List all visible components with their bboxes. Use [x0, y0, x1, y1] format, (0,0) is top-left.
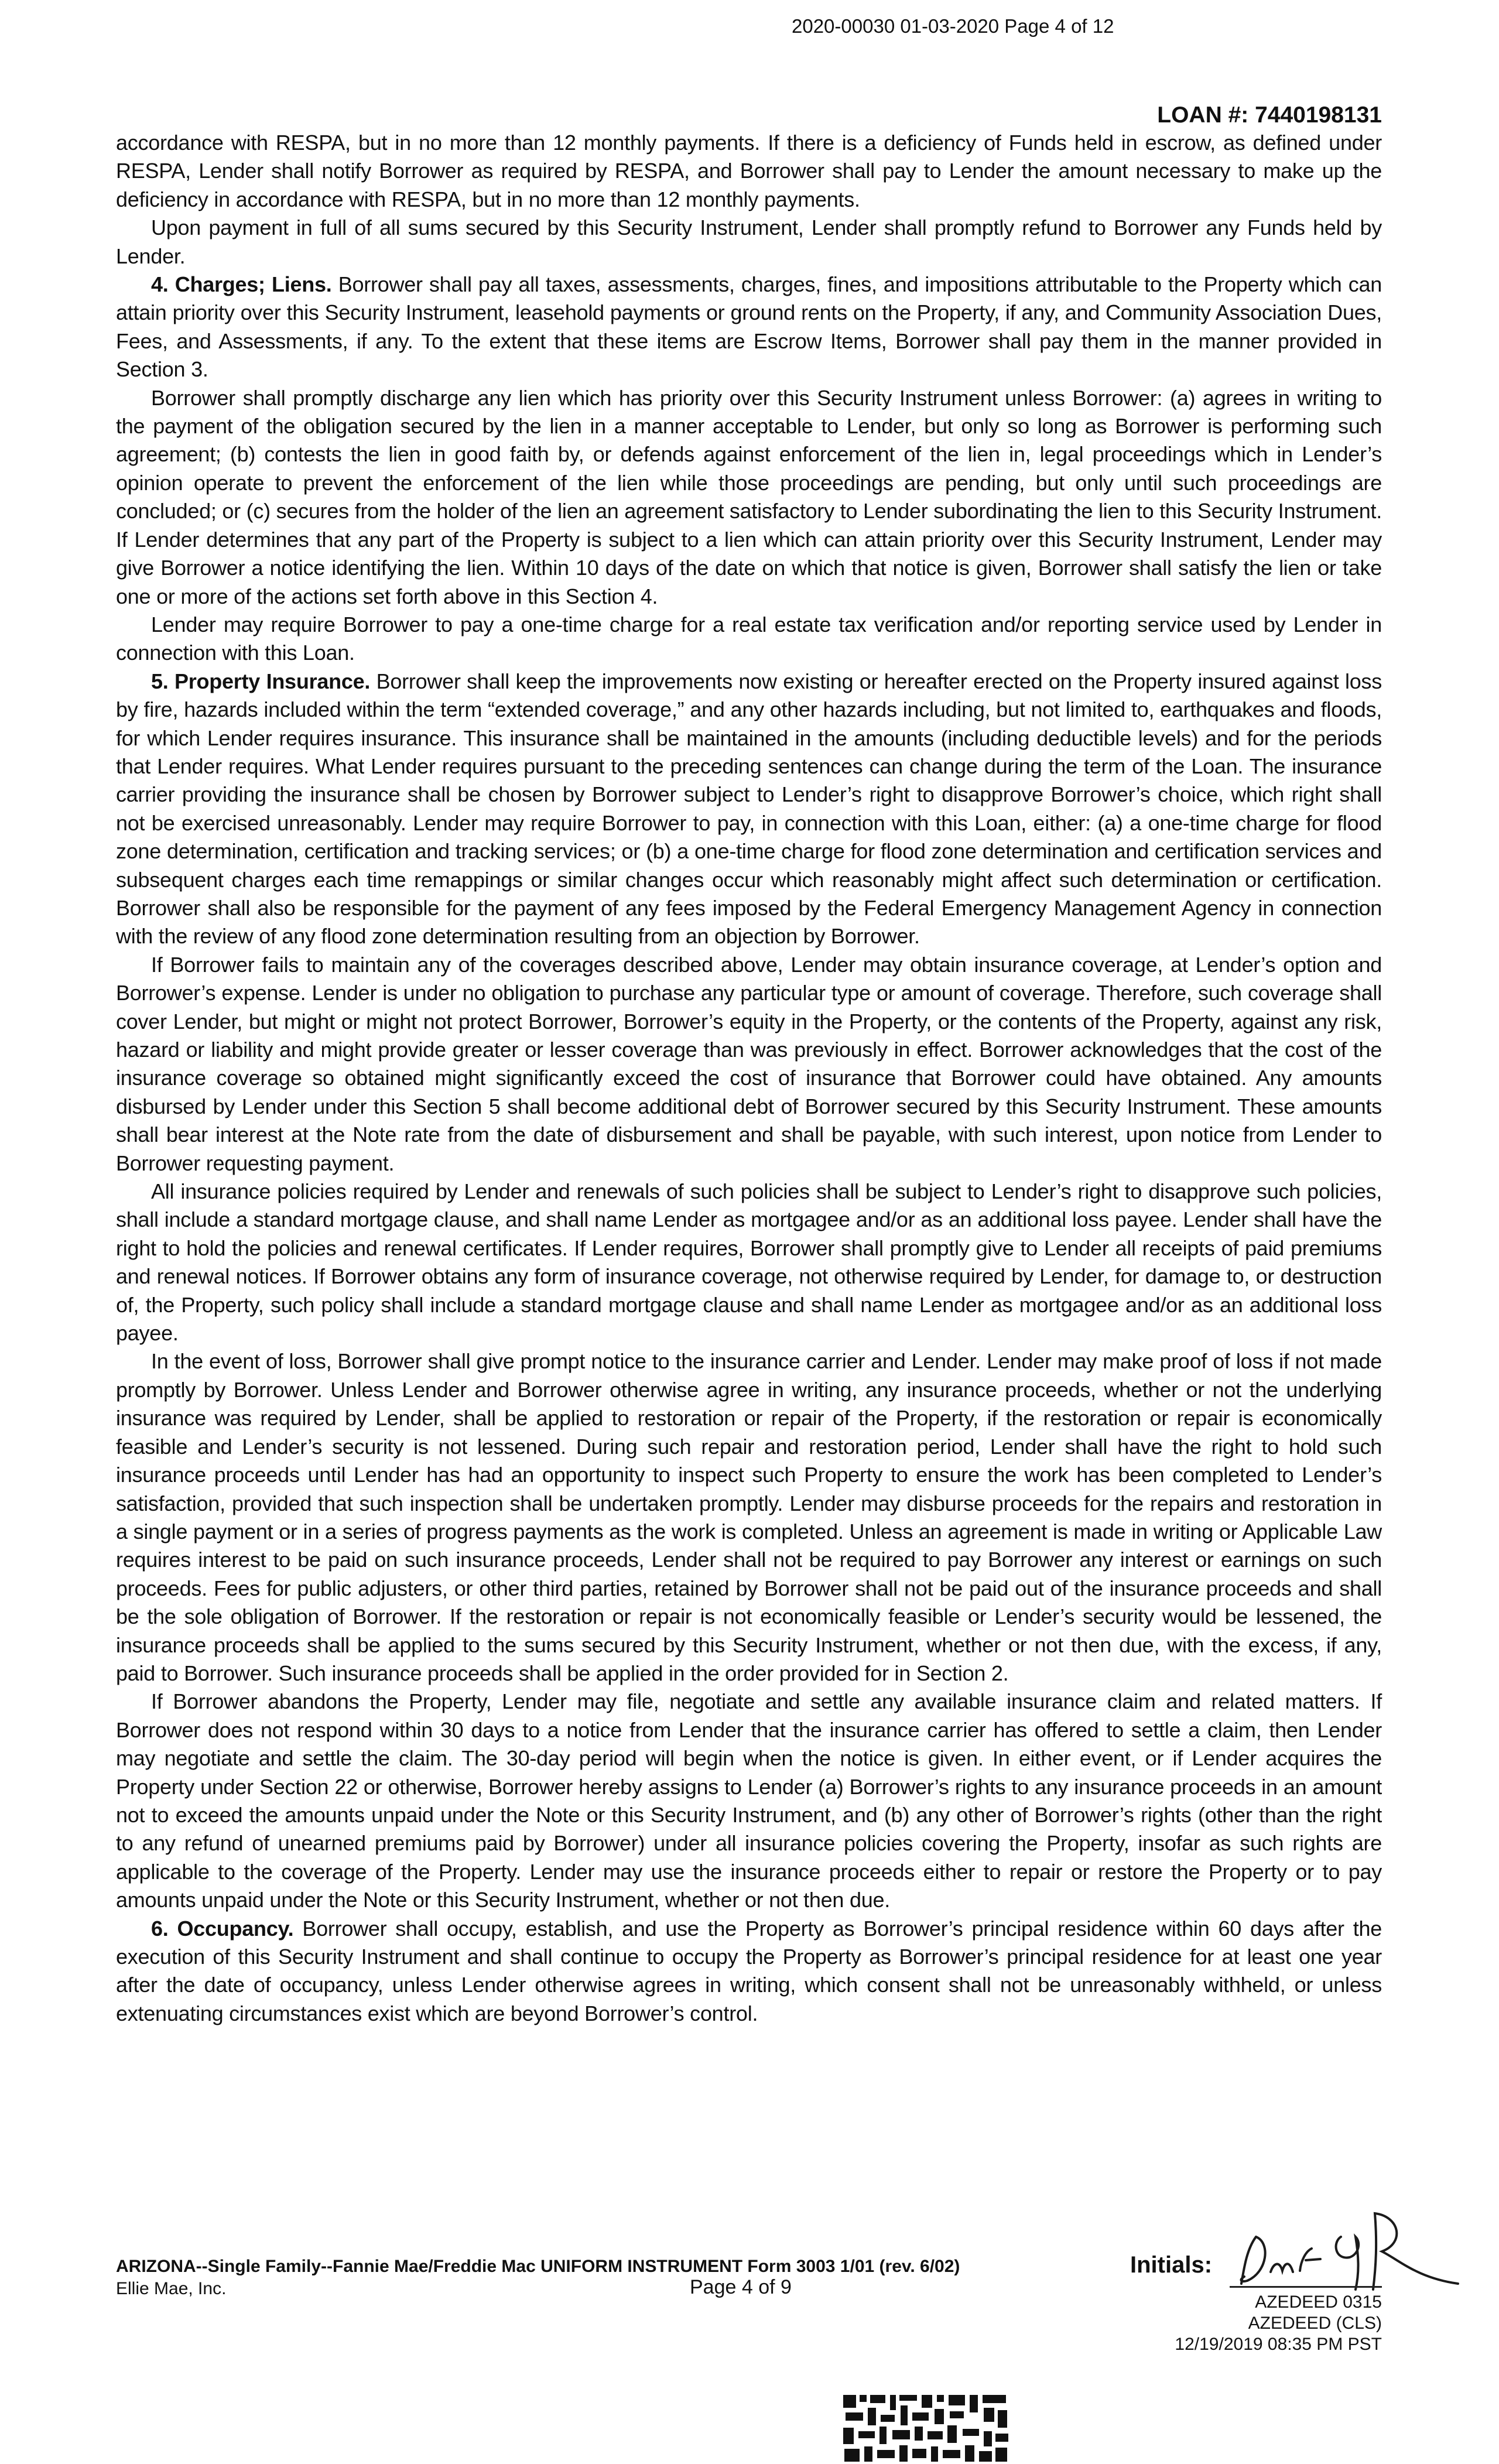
section-4-text: Borrower shall pay all taxes, assessments, charges, fines, and impositions attributable to the Property which can attain priority over this Security Instrument, leasehold payments or ground rents on the Property, if any, and Community Association Dues, Fees, and Assessments, if any. To the extent that these items are Escrow Items, Borrower shall pay them in the manner provided in Section 3.	[116, 272, 1382, 382]
initials-underline	[1230, 2286, 1382, 2288]
paragraph-abandonment: If Borrower abandons the Property, Lender may file, negotiate and settle any available insurance claim and related matters. If Borrower does not respond within 30 days to a notice from Lender that the insurance carrier has offered to settle a claim, then Lender may negotiate and settle the claim. The 30-day period will begin when the notice is given. In either event, or if Lender acquires the Property under Section 22 or otherwise, Borrower hereby assigns to Lender (a) Borrower’s rights to any insurance proceeds in an amount not to exceed the amounts unpaid under the Note or this Security Instrument, and (b) any other of Borrower’s rights (other than the right to any refund of unearned premiums paid by Borrower) under all insurance policies covering the Property, insofar as such rights are applicable to the coverage of the Property. Lender may use the insurance proceeds either to repair or restore the Property or to pay amounts unpaid under the Note or this Security Instrument, whether or not then due.	[116, 1689, 1382, 1912]
paragraph-escrow-deficiency: accordance with RESPA, but in no more than 12 monthly payments. If there is a deficiency of Funds held in escrow, as defined under RESPA, Lender shall notify Borrower as required by RESPA, and Borrower shall pay to Lender the amount necessary to make up the deficiency in accordance with RESPA, but in no more than 12 monthly payments.	[116, 131, 1382, 211]
paragraph-insurance-policies: All insurance policies required by Lender and renewals of such policies shall be subject to Lender’s right to disapprove such policies, shall include a standard mortgage clause, and shall name Lender as mortgagee and/or as an additional loss payee. Lender shall have the right to hold the policies and renewal certificates. If Lender requires, Borrower shall promptly give to Lender all receipts of paid premiums and renewal notices. If Borrower obtains any form of insurance coverage, not otherwise required by Lender, for damage to, or destruction of, the Property, such policy shall include a standard mortgage clause and shall name Lender as mortgagee and/or as an additional loss payee.	[116, 1179, 1382, 1346]
initials-label: Initials:	[1130, 2252, 1213, 2278]
section-6-heading: 6. Occupancy.	[151, 1916, 294, 1941]
print-timestamp: 12/19/2019 08:35 PM PST	[1175, 2335, 1382, 2354]
footer-codes	[1142, 2292, 1382, 2355]
paragraph-lien-discharge: Borrower shall promptly discharge any lien which has priority over this Security Instrument unless Borrower: (a) agrees in writing to the payment of the obligation secured by the lien in a manner acceptable to Lender, but only so long as Borrower is performing such agreement; (b) contests the lien in good faith by, or defends against enforcement of the lien in, legal proceedings which in Lender’s opinion operate to prevent the enforcement of the lien while those proceedings are pending, but only until such proceedings are concluded; or (c) secures from the holder of the lien an agreement satisfactory to Lender subordinating the lien to this Security Instrument. If Lender determines that any part of the Property is subject to a lien which can attain priority over this Security Instrument, Lender may give Borrower a notice identifying the lien. Within 10 days of the date on which that notice is given, Borrower shall satisfy the lien or take one or more of the actions set forth above in this Section 4.	[116, 385, 1382, 608]
paragraph-event-of-loss: In the event of loss, Borrower shall give prompt notice to the insurance carrier and Lender. Lender may make proof of loss if not made promptly by Borrower. Unless Lender and Borrower otherwise agree in writing, any insurance proceeds, whether or not the underlying insurance was required by Lender, shall be applied to restoration or repair of the Property, if the restoration or repair is economically feasible and Lender’s security is not lessened. During such repair and restoration period, Lender shall have the right to hold such insurance proceeds until Lender has had an opportunity to inspect such Property to ensure the work has been completed to Lender’s satisfaction, provided that such inspection shall be undertaken promptly. Lender may disburse proceeds for the repairs and restoration in a single payment or in a series of progress payments as the work is completed. Unless an agreement is made in writing or Applicable Law requires interest to be paid on such insurance proceeds, Lender shall not be required to pay Borrower any interest or earnings on such proceeds. Fees for public adjusters, or other third parties, retained by Borrower shall not be paid out of the insurance proceeds and shall be the sole obligation of Borrower. If the restoration or repair is not economically feasible or Lender’s security would be lessened, the insurance proceeds shall be applied to the sums secured by this Security Instrument, whether or not then due, with the excess, if any, paid to Borrower. Such insurance proceeds shall be applied in the order provided for in Section 2.	[116, 1349, 1382, 1685]
recording-stamp: 2020-00030 01-03-2020 Page 4 of 12	[792, 15, 1114, 37]
paragraph-section-6	[116, 1915, 1382, 2028]
section-6-text: Borrower shall occupy, establish, and use the Property as Borrower’s principal residence within 60 days after the execution of this Security Instrument and shall continue to occupy the Property as Borrower’s principal residence for at least one year after the date of occupancy, unless Lender otherwise agrees in writing, which consent shall not be unreasonably withheld, or unless extenuating circumstances exist which are beyond Borrower’s control.	[116, 1916, 1382, 2025]
paragraph-section-5	[116, 668, 1382, 951]
paragraph-coverage-failure: If Borrower fails to maintain any of the coverages described above, Lender may obtain insurance coverage, at Lender’s option and Borrower’s expense. Lender is under no obligation to purchase any particular type or amount of coverage. Therefore, such coverage shall cover Lender, but might or might not protect Borrower, Borrower’s equity in the Property, or the contents of the Property, against any risk, hazard or liability and might provide greater or lesser coverage than was previously in effect. Borrower acknowledges that the cost of the insurance coverage so obtained might significantly exceed the cost of insurance that Borrower could have obtained. Any amounts disbursed by Lender under this Section 5 shall become additional debt of Borrower secured by this Security Instrument. These amounts shall bear interest at the Note rate from the date of disbursement and shall be payable, with such interest, upon notice from Lender to Borrower requesting payment.	[116, 952, 1382, 1175]
document-body	[116, 129, 1382, 2028]
footer-form-info	[116, 2256, 960, 2300]
paragraph-tax-verification: Lender may require Borrower to pay a one-time charge for a real estate tax verification and/or reporting service used by Lender in connection with this Loan.	[116, 612, 1382, 665]
section-5-heading: 5. Property Insurance.	[151, 669, 371, 693]
form-title: ARIZONA--Single Family--Fannie Mae/Freddie Mac UNIFORM INSTRUMENT Form 3003 1/01 (rev. 6/02)	[116, 2257, 960, 2276]
section-5-text: Borrower shall keep the improvements now existing or hereafter erected on the Property insured against loss by fire, hazards included within the term “extended coverage,” and any other hazards including, but not limited to, earthquakes and floods, for which Lender requires insurance. This insurance shall be maintained in the amounts (including deductible levels) and for the periods that Lender requires. What Lender requires pursuant to the preceding sentences can change during the term of the Loan. The insurance carrier providing the insurance shall be chosen by Borrower subject to Lender’s right to disapprove Borrower’s choice, which right shall not be exercised unreasonably. Lender may require Borrower to pay, in connection with this Loan, either: (a) a one-time charge for flood zone determination, certification and tracking services; or (b) a one-time charge for flood zone determination and certification services and subsequent charges each time remappings or similar changes occur which reasonably might affect such determination or certification. Borrower shall also be responsible for the payment of any fees imposed by the Federal Emergency Management Agency in connection with the review of any flood zone determination resulting from an objection by Borrower.	[116, 669, 1382, 949]
page-number: Page 4 of 9	[690, 2276, 792, 2298]
paragraph-section-4	[116, 271, 1382, 384]
paragraph-refund: Upon payment in full of all sums secured by this Security Instrument, Lender shall promptly refund to Borrower any Funds held by Lender.	[116, 215, 1382, 268]
barcode-icon	[840, 2393, 1011, 2464]
company-name: Ellie Mae, Inc.	[116, 2279, 227, 2298]
loan-number: LOAN #: 7440198131	[1157, 102, 1382, 128]
form-code: AZEDEED 0315	[1255, 2292, 1382, 2312]
section-4-heading: 4. Charges; Liens.	[151, 272, 332, 297]
form-code-cls: AZEDEED (CLS)	[1248, 2314, 1382, 2333]
